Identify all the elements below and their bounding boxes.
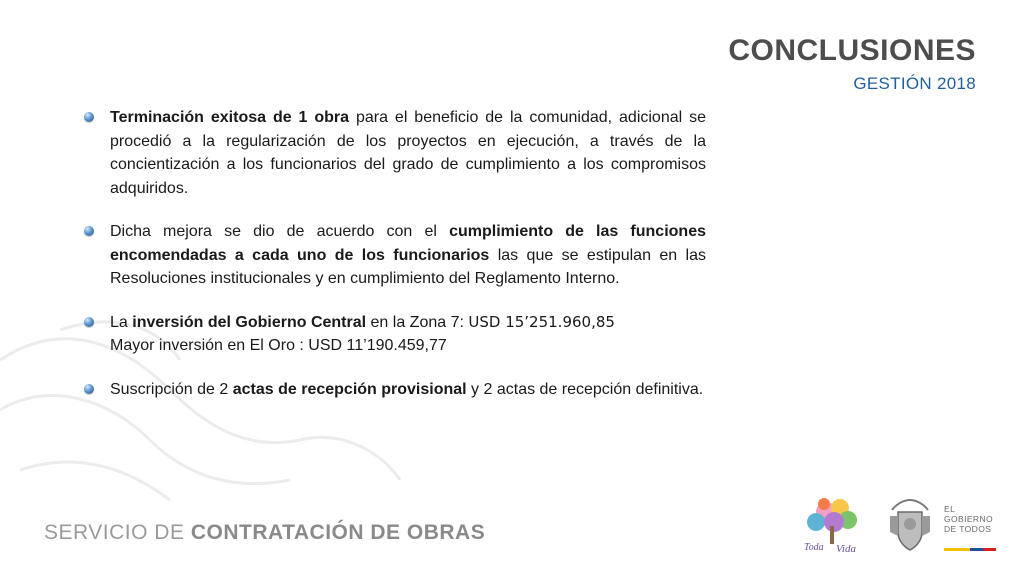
conclusions-list [84,106,706,421]
page-subtitle: GESTIÓN 2018 [853,74,976,93]
bullet-2-bold: cumplimiento de las funciones encomendadas a cada uno de los funcionarios [110,223,706,264]
bullet-item-1 [84,106,706,200]
bullet-2-text-b: las que se estipulan en las Resoluciones institucionales y en cumplimiento del Reglamento Interno. [110,246,706,287]
svg-text:Vida: Vida [836,543,856,555]
institution-logo-text [44,521,485,545]
bullet-4-bold: actas de recepción provisional [232,380,467,398]
bullet-1-bold: Terminación exitosa de 1 obra [110,109,350,126]
toda-una-vida-logo [796,492,868,558]
bullet-item-3 [84,311,706,358]
bullet-3-text-b: en la Zona 7: [366,313,469,331]
bullet-4-text-b: y 2 actas de recepción definitiva. [466,380,704,398]
bullet-icon [84,226,94,236]
bullet-icon [84,317,94,327]
bullet-4-text-a: Suscripción de 2 [110,380,233,398]
gov-line-2: GOBIERNO [944,514,994,524]
gov-line-1: EL [944,504,956,514]
bullet-3-line2: Mayor inversión en El Oro : USD 11’190.459,77 [110,337,447,354]
brand-thin: SERVICIO DE [44,521,191,544]
brand-bold: CONTRATACIÓN DE OBRAS [190,521,486,544]
ecuador-coat-of-arms-icon [884,496,936,554]
bullet-1-text: para el beneficio de la comunidad, adicional se procedió a la regularización de los proyectos en ejecución, a través de la concientización a los funcionarios del grado de cumplimiento a los compromisos adquiridos. [110,109,707,197]
bullet-3-text-a: La [110,313,133,331]
page-title: CONCLUSIONES [728,34,976,67]
bullet-item-4 [84,378,706,402]
bullet-icon [84,112,94,122]
flag-stripe [944,548,996,551]
gobierno-logo-text [944,504,1000,534]
bullet-item-2 [84,220,706,291]
gov-line-3: DE TODOS [944,524,992,534]
bullet-3-bold: inversión del Gobierno Central [132,313,367,331]
bullet-2-text-a: Dicha mejora se dio de acuerdo con el [110,223,450,240]
svg-text:Toda: Toda [804,542,824,553]
bullet-icon [84,384,94,394]
investment-amount: USD 15’251.960,85 [468,312,615,331]
